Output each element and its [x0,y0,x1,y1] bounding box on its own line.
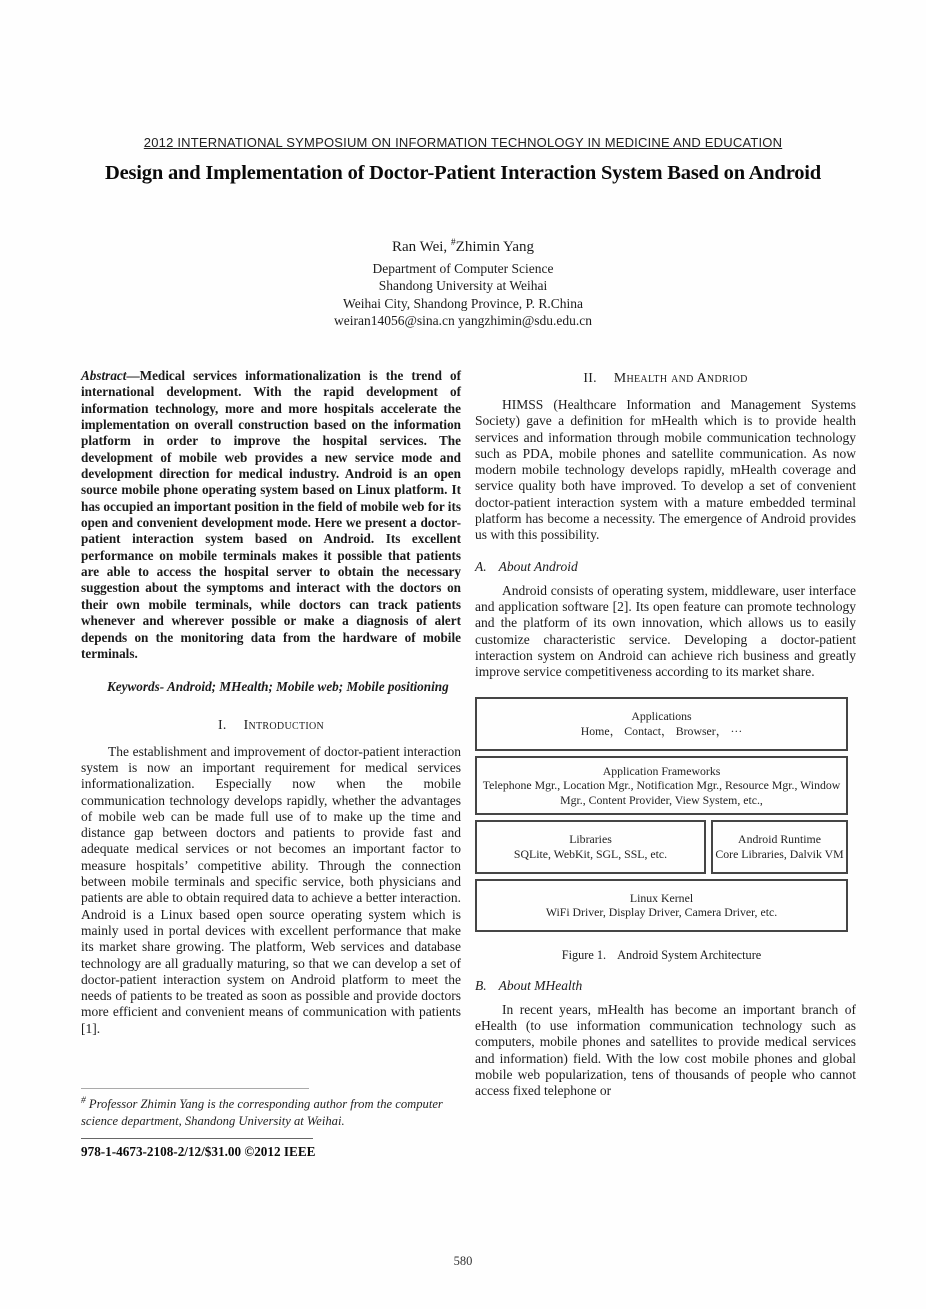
figure-box-libraries [475,820,706,873]
copyright-separator-rule [81,1138,313,1139]
mhealth-andriod-paragraph: HIMSS (Healthcare Information and Management Systems Society) gave a definition for mHealth which is to provide health services and information through mobile communication technology such as PDA, mobile phones and satellite communication. As now modern mobile technology develops rapidly, mHealth coverage and service quality both have improved. To develop a set of convenient doctor-patient interaction system with a mature embedded terminal platform has become a necessity. The emergence of Android provides us with this possibility. [475,397,856,543]
section-heading-introduction [81,717,461,733]
author-university: Shandong University at Weihai [378,278,548,294]
figure-row-libraries-runtime [475,820,848,878]
section-title: Mhealth and Andriod [613,370,748,385]
author-emails: weiran14056@sina.cn yangzhimin@sdu.edu.cn [333,313,593,329]
right-column [475,368,856,1100]
subsection-title: About MHealth [498,977,583,993]
footnote-marker: # [81,1095,86,1106]
figure-box-title: Libraries [569,832,612,847]
two-column-body [81,368,856,1100]
footnote-text: Professor Zhimin Yang is the corresponding author from the computer science department, Shandong University at Weihai. [81,1097,443,1128]
figure-box-application-frameworks [475,756,848,816]
figure-box-title: Android Runtime [738,832,821,847]
author-name-first: Ran Wei, [391,239,451,255]
introduction-paragraph: The establishment and improvement of doctor-patient interaction system is now an important requirement for medical services informationalization. Especially now when the mobile communication technology develops rapidly, whether the advantages of mobile web can be made full use of to make up the time and distance gap between doctors and patients to provide fast and adequate medical services or not becomes an important factor to measure hospitals’ competitive ability. Through the connection between mobile terminals and specific service, both physicians and patients are able to obtain required data to achieve a better interaction. Android is a Linux based open source operating system which is mainly used in portal devices with excellent performance that make its market share growing. The platform, Web services and database technology are all gradually maturing, so that we can develop a set of doctor-patient interaction system on Android platform to meet the needs of patients to be treated as soon as possible and provide doctors more efficient and convenient means of communication with patients [1]. [81,743,461,1036]
author-block [0,239,926,330]
author-names [0,239,926,257]
subsection-number: A. [475,558,487,574]
figure-box-items: Telephone Mgr., Location Mgr., Notification Mgr., Resource Mgr., Window Mgr., Content Provider, View System, etc., [482,778,841,807]
figure-box-title: Applications [631,709,692,724]
figure-caption-text: Android System Architecture [617,947,762,962]
conference-header [0,134,926,152]
figure-box-title: Linux Kernel [629,890,694,905]
section-heading-mhealth-andriod [475,370,856,386]
abstract-label: Abstract [81,368,127,383]
subsection-heading-about-android [475,559,856,575]
page-number: 580 [453,1254,473,1268]
figure-box-items: Core Libraries, Dalvik VM [715,847,844,862]
corresponding-author-footnote [81,1096,469,1129]
author-name-second: Zhimin Yang [455,239,535,255]
subsection-number: B. [475,977,487,993]
subsection-heading-about-mhealth [475,978,856,994]
paper-title: Design and Implementation of Doctor-Patient Interaction System Based on Android [105,162,821,184]
section-title: Introduction [243,716,325,732]
abstract-paragraph [81,368,461,662]
keywords-label: Keywords- [107,679,165,695]
abstract-text: —Medical services informationalization is the trend of international development. With the rapid development of information technology, more and more hospitals accelerate the implementation on overall construction based on the information platform in order to improve the hospital services. The development of mobile web provides a new service mode and development direction for medical industry. Android is an open source mobile phone operating system based on Linux platform. It has occupied an important position in the field of mobile web for its open and convenient development mode. Here we present a doctor-patient interaction system based on Android. Its excellent performance on mobile terminals makes it possible that patients are able to access the hospital server to obtain the necessary suggestion about the symptoms and interact with the doctors on their own mobile terminals, while doctors can track patients whenever and wherever possible or make a diagnosis of alert depends on the monitoring data from the hardware of mobile terminals. [81,368,461,661]
figure-caption-label: Figure 1. [561,947,607,962]
copyright-line: 978-1-4673-2108-2/12/$31.00 ©2012 IEEE [81,1144,316,1159]
figure-android-architecture [475,697,848,962]
figure-box-linux-kernel [475,879,848,932]
author-address: Weihai City, Shandong Province, P. R.China [343,295,583,311]
figure-box-items: SQLite, WebKit, SGL, SSL, etc. [513,847,668,862]
figure-box-applications [475,697,848,750]
about-android-paragraph: Android consists of operating system, middleware, user interface and application software [2]. Its open feature can promote technology and the platform of its own innovation, which allows us to easily customize characteristic service. Developing a doctor-patient interaction system on Android can achieve rich business and greatly improve service competitiveness according to its market share. [475,582,856,680]
corresponding-author-marker: # [450,238,456,248]
figure-box-items: Home， Contact， Browser， ··· [580,724,743,739]
left-column [81,368,461,1100]
figure-box-android-runtime [711,820,848,873]
section-number: I. [217,716,227,732]
footnote-separator-rule [81,1088,309,1089]
section-number: II. [583,370,597,385]
figure-caption [475,948,848,963]
subsection-title: About Android [498,558,578,574]
conference-header-text: 2012 INTERNATIONAL SYMPOSIUM ON INFORMATION TECHNOLOGY IN MEDICINE AND EDUCATION [143,135,783,150]
author-department: Department of Computer Science [372,260,554,276]
footnote-area [81,1088,469,1160]
about-mhealth-paragraph: In recent years, mHealth has become an important branch of eHealth (to use information communication technology such as computers, mobile phones and satellites to provide medical services and information) field. With the low cost mobile phones and global mobile web popularization, tens of thousands of people who cannot access fixed telephone or [475,1001,856,1099]
keywords-text: Android; MHealth; Mobile web; Mobile positioning [164,679,449,695]
figure-box-title: Application Frameworks [602,763,721,778]
keywords-paragraph [81,679,461,696]
figure-box-items: WiFi Driver, Display Driver, Camera Driver, etc. [545,905,778,920]
